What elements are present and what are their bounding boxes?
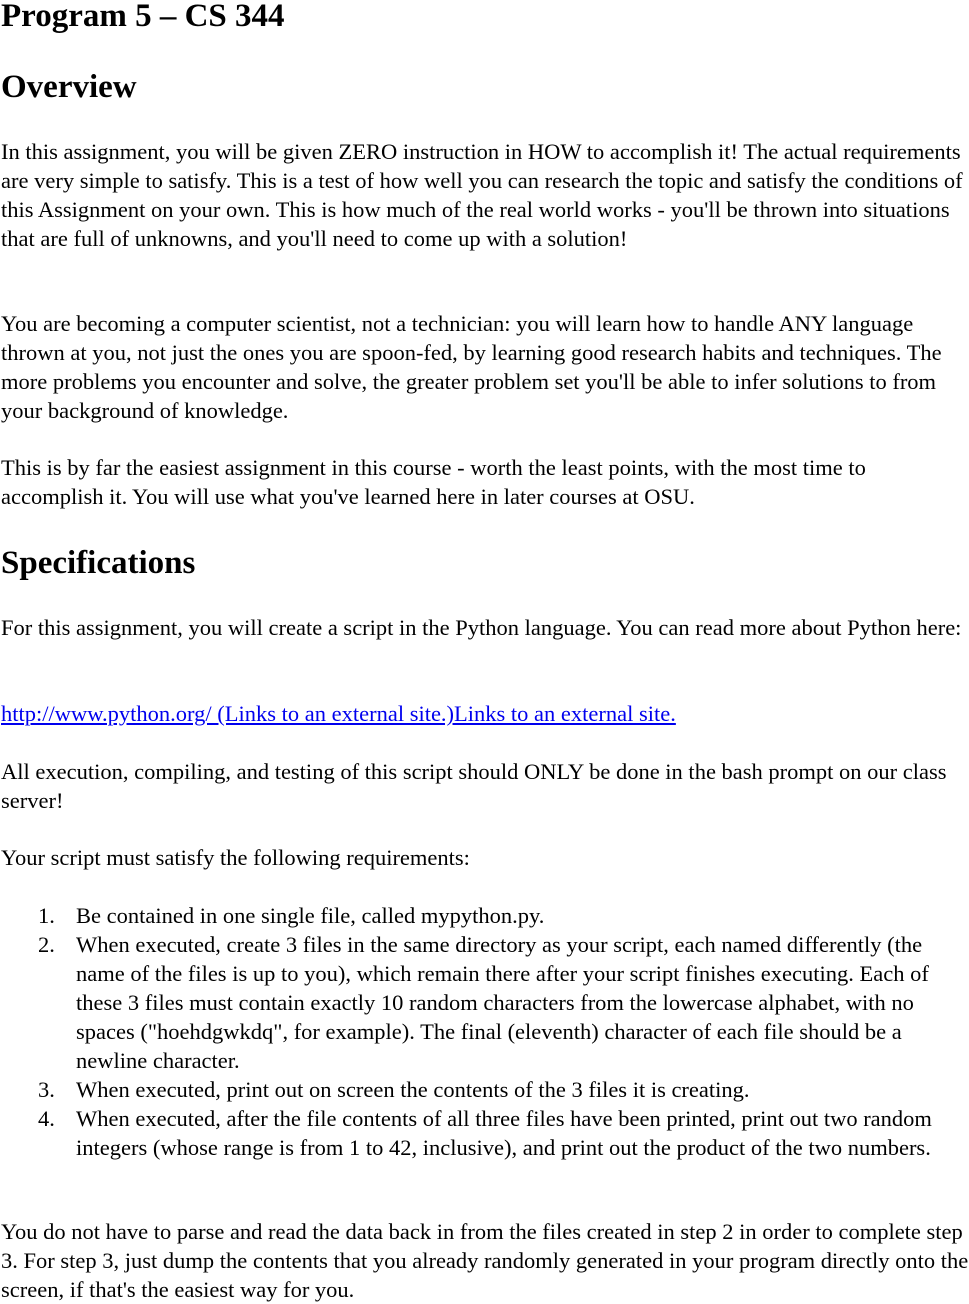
list-item-text: When executed, print out on screen the contents of the 3 files it is creating.: [76, 1077, 750, 1102]
list-item-number: 3.: [38, 1077, 55, 1102]
list-item: [0, 930, 969, 1075]
overview-paragraph: This is by far the easiest assignment in this course - worth the least points, with the most time to accomplish it. You will use what you've learned here in later courses at OSU.: [1, 455, 866, 509]
execution-note: All execution, compiling, and testing of this script should ONLY be done in the bash prompt on our class server!: [1, 759, 947, 813]
specifications-heading: Specifications: [1, 545, 196, 581]
list-item-number: 4.: [38, 1106, 55, 1131]
list-item-number: 2.: [38, 932, 55, 957]
overview-paragraph: In this assignment, you will be given ZERO instruction in HOW to accomplish it! The actual requirements are very simple to satisfy. This is a test of how well you can research the topic and satisfy the conditions of this Assignment on your own. This is how much of the real world works - you'll be thrown into situations that are full of unknowns, and you'll need to come up with a solution!: [1, 139, 963, 251]
closing-paragraph: You do not have to parse and read the data back in from the files created in step 2 in order to complete step 3. For step 3, just dump the contents that you already randomly generated in your program directly onto the screen, if that's the easiest way for you.: [1, 1219, 969, 1302]
python-link-paragraph: [1, 699, 969, 728]
list-item-text: When executed, create 3 files in the same directory as your script, each named differently (the name of the files is up to you), which remain there after your script finishes executing. Each of these 3 files must contain exactly 10 random characters from the lowercase alphabet, with no spaces ("hoehdgwkdq", for example). The final (eleventh) character of each file should be a newline character.: [76, 932, 929, 1073]
list-item-text: When executed, after the file contents of all three files have been printed, print out two random integers (whose range is from 1 to 42, inclusive), and print out the product of the two numbers.: [76, 1106, 932, 1160]
page-title: Program 5 – CS 344: [1, 0, 285, 34]
overview-heading: Overview: [1, 69, 137, 105]
list-item: [0, 1104, 969, 1162]
list-item: [0, 1075, 969, 1104]
specifications-intro: For this assignment, you will create a script in the Python language. You can read more about Python here:: [1, 615, 962, 640]
list-item-text: Be contained in one single file, called mypython.py.: [76, 903, 545, 928]
list-item: [0, 901, 969, 930]
requirements-intro: Your script must satisfy the following requirements:: [1, 845, 470, 870]
overview-paragraph: You are becoming a computer scientist, not a technician: you will learn how to handle ANY language thrown at you, not just the ones you are spoon-fed, by learning good research habits and techniques. The more problems you encounter and solve, the greater problem set you'll be able to infer solutions to from your background of knowledge.: [1, 311, 942, 423]
python-link[interactable]: http://www.python.org/ (Links to an external site.)Links to an external site.: [1, 701, 676, 726]
list-item-number: 1.: [38, 903, 55, 928]
requirements-list: [0, 901, 969, 1162]
